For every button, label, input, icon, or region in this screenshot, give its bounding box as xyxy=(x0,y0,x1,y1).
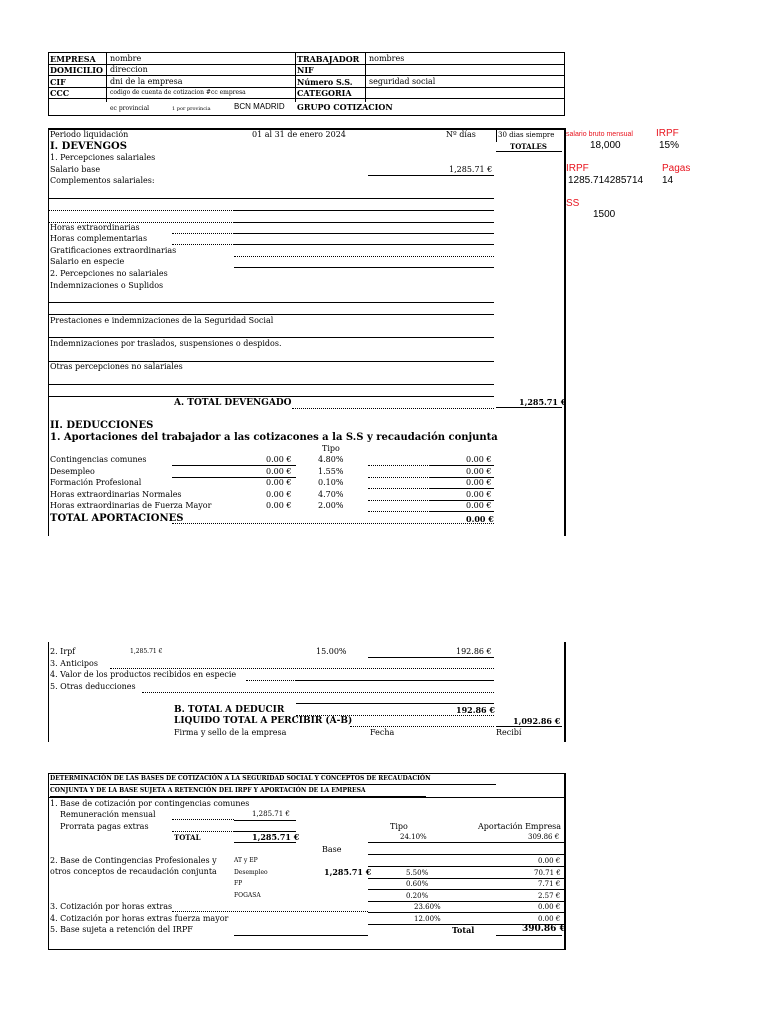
section-left-border xyxy=(48,128,49,536)
ss-label: SS xyxy=(566,198,580,209)
salario-base-label: Salario base xyxy=(50,165,101,174)
irpf-side-label: IRPF xyxy=(656,128,679,139)
aportacion-label: Formación Profesional xyxy=(50,478,142,487)
row-underline xyxy=(368,477,430,478)
deducciones-subtitle: 1. Aportaciones del trabajador a las cotizacones a la S.S y recaudación conjunta xyxy=(50,432,498,443)
total-devengado-value: 1,285.71 € xyxy=(519,397,567,407)
pagas-value: 14 xyxy=(662,175,674,186)
sub-concepto-importe: 70.71 € xyxy=(534,868,561,877)
domicilio-value: direccion xyxy=(110,65,148,74)
sub-concepto-tipo: 0.20% xyxy=(406,891,429,900)
dotted-line xyxy=(246,680,296,681)
nss-value: seguridad social xyxy=(369,77,436,86)
underline xyxy=(296,935,368,936)
bases-divider xyxy=(48,797,564,798)
underline xyxy=(296,680,494,681)
aportacion-label: Desempleo xyxy=(50,466,95,476)
dotted-line xyxy=(172,831,234,832)
aportacion-label: Horas extraordinarias de Fuerza Mayor xyxy=(50,501,212,510)
fecha-label: Fecha xyxy=(370,728,395,737)
empresa-label: EMPRESA xyxy=(50,54,96,64)
grand-total-label: Total xyxy=(452,925,475,935)
base-profesionales-label-1: 2. Base de Contingencias Profesionales y xyxy=(50,856,217,865)
horas-extra: Horas extraordinarias xyxy=(50,223,140,232)
horas-complementarias: Horas complementarias xyxy=(50,234,148,243)
sub-concepto-tipo: 5.50% xyxy=(406,868,429,877)
aportacion-base: 0.00 € xyxy=(266,501,292,510)
row-underline xyxy=(368,500,430,501)
dotted-line xyxy=(292,408,494,409)
remuneracion-value: 1,285.71 € xyxy=(252,810,290,818)
nif-label: NIF xyxy=(297,65,314,75)
prestaciones: Prestaciones e indemnizaciones de la Seguridad Social xyxy=(50,316,274,325)
underline xyxy=(368,175,494,176)
aportacion-importe: 0.00 € xyxy=(466,478,492,487)
dotted-line xyxy=(172,244,234,245)
sub-concepto-label: FP xyxy=(234,880,243,887)
categoria-label: CATEGORIA xyxy=(297,88,352,98)
periodo-value: 01 al 31 de enero 2024 xyxy=(252,130,346,139)
underline xyxy=(368,842,564,843)
header-line xyxy=(48,75,564,76)
row-underline xyxy=(368,878,564,879)
underline xyxy=(368,912,564,913)
especie-label: 4. Valor de los productos recibidos en especie xyxy=(50,670,237,679)
irpf-base: 1,285.71 € xyxy=(130,648,163,655)
total-aportaciones-label: TOTAL APORTACIONES xyxy=(50,513,184,524)
aportacion-base: 0.00 € xyxy=(266,466,292,476)
aportacion-importe: 0.00 € xyxy=(466,466,492,476)
cot-fuerza-mayor-label: 4. Cotización por horas extras fuerza mayor xyxy=(50,914,229,923)
ec-provincial: ec provincial xyxy=(110,105,150,112)
row-underline xyxy=(172,465,296,466)
irpf-side-value: 15% xyxy=(659,140,680,151)
underline xyxy=(234,820,296,821)
por-provincia: 1 por provincia xyxy=(172,106,211,112)
underline xyxy=(234,935,296,936)
trabajador-value: nombres xyxy=(369,54,405,63)
total-deducir-value: 192.86 € xyxy=(456,705,495,715)
firma-label: Firma y sello de la empresa xyxy=(174,728,287,737)
dias-label: Nº días xyxy=(446,130,476,139)
underline xyxy=(234,233,494,234)
blank-line xyxy=(234,222,494,223)
traslados: Indemnizaciones por traslados, suspensiones o despidos. xyxy=(50,339,282,348)
aportacion-tipo: 1.55% xyxy=(318,466,344,476)
percepciones-salariales: 1. Percepciones salariales xyxy=(50,153,156,162)
section-left-border xyxy=(48,642,49,742)
underline xyxy=(368,657,494,658)
pagas-label: Pagas xyxy=(662,163,691,174)
recibi-label: Recibí xyxy=(496,728,522,737)
cot-horas-extra-importe: 0.00 € xyxy=(538,903,561,911)
aportacion-tipo: 2.00% xyxy=(318,501,344,510)
underline xyxy=(496,407,562,408)
indemnizaciones: Indemnizaciones o Suplidos xyxy=(50,281,164,290)
dotted-line xyxy=(172,819,234,820)
dotted-line xyxy=(172,523,494,524)
header-divider xyxy=(295,52,296,102)
bases-title-2: CONJUNTA Y DE LA BASE SUJETA A RETENCIÓN DEL IRPF Y APORTACIÓN DE LA EMPRESA xyxy=(50,787,366,794)
header-divider xyxy=(106,52,107,102)
blank-line xyxy=(48,396,494,397)
underline xyxy=(234,244,494,245)
sub-concepto-importe: 0.00 € xyxy=(538,857,561,865)
ccc-label: CCC xyxy=(50,88,70,98)
salario-bruto-value: 18,000 xyxy=(590,140,621,151)
sub-concepto-tipo: 0.60% xyxy=(406,880,429,888)
prorrata-label: Prorrata pagas extras xyxy=(60,822,149,831)
cif-value: dni de la empresa xyxy=(110,77,183,86)
blank-line xyxy=(48,337,494,338)
otras-percepciones: Otras percepciones no salariales xyxy=(50,362,183,371)
base-irpf-label: 5. Base sujeta a retención del IRPF xyxy=(50,925,193,934)
title-underline xyxy=(50,784,496,785)
totales-label: TOTALES xyxy=(510,142,547,151)
bases-title-1: DETERMINACIÓN DE LAS BASES DE COTIZACIÓN A LA SEGURIDAD SOCIAL Y CONCEPTOS DE RECAUDACIÓN xyxy=(50,775,431,782)
aportacion-base: 0.00 € xyxy=(266,455,292,464)
totales-underline xyxy=(496,151,562,152)
aportacion-importe: 0.00 € xyxy=(466,489,492,499)
cot-fuerza-mayor-tipo: 12.00% xyxy=(414,915,441,923)
underline xyxy=(296,703,494,704)
aportacion-header: Aportación Empresa xyxy=(478,822,562,831)
salario-bruto-label: salario bruto mensual xyxy=(566,131,633,138)
gratificaciones: Gratificaciones extraordinarias xyxy=(50,246,177,255)
cot-fuerza-mayor-importe: 0.00 € xyxy=(538,915,561,923)
cc-tipo: 24.10% xyxy=(400,833,427,841)
blank-line xyxy=(234,210,494,211)
row-underline xyxy=(368,866,564,867)
sub-concepto-label: Desempleo xyxy=(234,868,268,876)
row-underline xyxy=(368,465,430,466)
periodo-label: Periodo liquidación xyxy=(50,130,129,139)
underline xyxy=(496,935,562,936)
dotted-line xyxy=(172,911,368,912)
underline xyxy=(368,854,564,855)
sub-concepto-label: FOGASA xyxy=(234,891,261,899)
irpf-importe: 192.86 € xyxy=(456,647,492,656)
deducciones-title: II. DEDUCCIONES xyxy=(50,420,154,431)
bases-tipo-header: Tipo xyxy=(390,822,408,831)
domicilio-label: DOMICILIO xyxy=(50,65,103,75)
liquido-value: 1,092.86 € xyxy=(513,716,561,726)
blank-line xyxy=(48,210,234,211)
aportacion-importe: 0.00 € xyxy=(466,455,492,464)
cif-label: CIF xyxy=(50,77,66,87)
total-deducir-label: B. TOTAL A DEDUCIR xyxy=(174,705,285,715)
section-right-border xyxy=(564,642,566,742)
dotted-line xyxy=(172,233,234,234)
aportacion-base: 0.00 € xyxy=(266,489,292,499)
aportacion-tipo: 4.70% xyxy=(318,489,344,499)
irpf2-side-label: IRPF xyxy=(566,163,589,174)
dotted-line xyxy=(142,692,494,693)
aportacion-label: Horas extraordinarias Normales xyxy=(50,489,182,499)
otras-deducciones-label: 5. Otras deducciones xyxy=(50,682,136,691)
sub-concepto-importe: 2.57 € xyxy=(538,891,561,900)
trabajador-label: TRABAJADOR xyxy=(297,54,360,64)
row-underline xyxy=(368,488,430,489)
row-underline xyxy=(430,511,494,512)
row-underline xyxy=(430,488,494,489)
aportacion-label: Contingencias comunes xyxy=(50,455,147,464)
base-header: Base xyxy=(322,845,342,854)
no-salariales: 2. Percepciones no salariales xyxy=(50,269,168,278)
aportacion-base: 0.00 € xyxy=(266,478,292,487)
row-underline xyxy=(368,511,430,512)
row-underline xyxy=(430,465,494,466)
grand-total-value: 390.86 € xyxy=(522,924,566,934)
irpf-label: 2. Irpf xyxy=(50,647,76,656)
dias-value: 30 dias siempre xyxy=(498,131,555,139)
irpf-tipo: 15.00% xyxy=(316,647,347,656)
underline xyxy=(496,726,562,727)
section-col-divider xyxy=(496,128,497,142)
remuneracion-label: Remuneración mensual xyxy=(60,810,156,819)
underline xyxy=(234,267,494,268)
blank-line xyxy=(48,198,494,199)
underline xyxy=(234,842,296,843)
blank-line xyxy=(48,302,494,303)
blank-line xyxy=(48,384,494,385)
bases-total-value: 1,285.71 € xyxy=(252,832,300,842)
dotted-line xyxy=(234,256,494,257)
total-aportaciones-value: 0.00 € xyxy=(466,514,494,524)
aportacion-importe: 0.00 € xyxy=(466,501,492,510)
nss-label: Número S.S. xyxy=(297,77,353,87)
sub-concepto-importe: 7.71 € xyxy=(538,880,561,888)
dotted-line xyxy=(110,668,494,669)
irpf2-side-value: 1285.714285714 xyxy=(568,175,644,186)
row-underline xyxy=(368,889,564,890)
header-divider xyxy=(365,52,366,102)
row-underline xyxy=(368,901,564,902)
salario-base-value: 1,285.71 € xyxy=(449,165,493,174)
cc-importe: 309.86 € xyxy=(528,833,560,841)
total-devengado-label: A. TOTAL DEVENGADO xyxy=(174,398,292,408)
anticipos-label: 3. Anticipos xyxy=(50,659,98,668)
cot-horas-extra-tipo: 23.60% xyxy=(414,903,441,911)
complementos-label: Complementos salariales: xyxy=(50,176,155,185)
base-profesionales-label-2: otros conceptos de recaudación conjunta xyxy=(50,867,217,876)
base-contingencias-label: 1. Base de cotización por contingencias comunes xyxy=(50,799,250,808)
dotted-line xyxy=(350,726,494,727)
bases-total-label: TOTAL xyxy=(174,833,201,842)
cot-horas-extra-label: 3. Cotización por horas extras xyxy=(50,902,173,911)
header-line xyxy=(48,98,564,99)
base-profesionales-value: 1,285.71 € xyxy=(324,867,372,877)
section-right-border xyxy=(564,128,566,536)
ss-value: 1500 xyxy=(593,209,616,220)
bcn-madrid: BCN MADRID xyxy=(234,102,285,111)
devengos-title: I. DEVENGOS xyxy=(50,141,127,152)
aportacion-tipo: 4.80% xyxy=(318,455,344,464)
salario-especie: Salario en especie xyxy=(50,257,125,266)
grupo-cotizacion-label: GRUPO COTIZACION xyxy=(297,102,393,112)
sub-concepto-label: AT y EP xyxy=(234,857,258,864)
liquido-label: LIQUIDO TOTAL A PERCIBIR (A-B) xyxy=(174,716,353,726)
aportacion-tipo: 0.10% xyxy=(318,478,344,487)
tipo-header: Tipo xyxy=(322,444,340,453)
empresa-value: nombre xyxy=(110,54,142,63)
blank-line xyxy=(48,314,494,315)
ccc-value: codigo de cuenta de cotizacion #cc empresa xyxy=(110,89,246,96)
